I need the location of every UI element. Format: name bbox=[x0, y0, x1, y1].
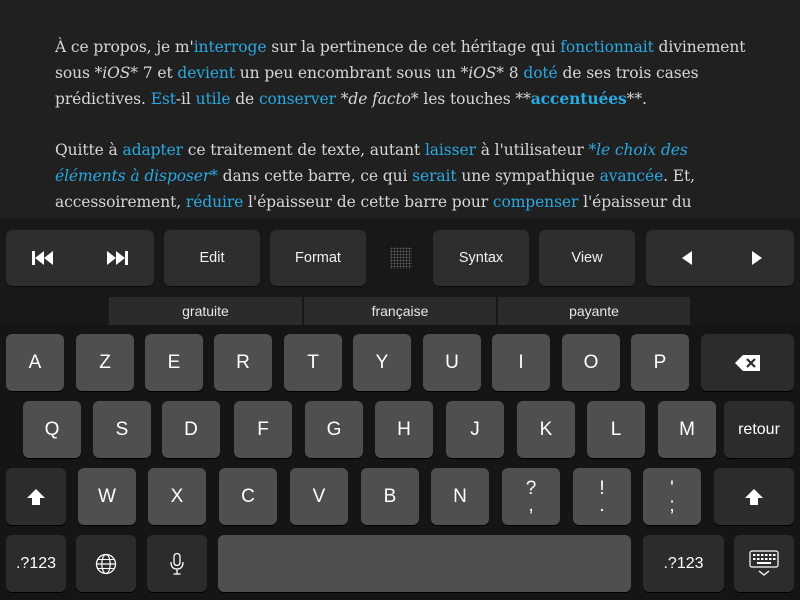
dictation-key[interactable] bbox=[147, 535, 207, 592]
view-label: View bbox=[571, 250, 603, 266]
text-run: divinement sous bbox=[55, 38, 746, 82]
format-label: Format bbox=[295, 250, 341, 266]
key-i[interactable]: I bbox=[492, 334, 550, 391]
text-run: une sympathique bbox=[456, 167, 600, 185]
key-s[interactable]: S bbox=[93, 401, 151, 458]
text-run: dans cette barre, ce qui bbox=[217, 167, 413, 185]
text-run: sur la pertinence de cet héritage qui bbox=[266, 38, 561, 56]
key-w[interactable]: W bbox=[78, 468, 136, 525]
key-k[interactable]: K bbox=[517, 401, 575, 458]
key-x[interactable]: X bbox=[148, 468, 206, 525]
key-top-char: ' bbox=[670, 477, 674, 499]
shift-key-right[interactable] bbox=[714, 468, 794, 525]
globe-key[interactable] bbox=[76, 535, 136, 592]
text-run: un peu encombrant sous un bbox=[234, 64, 461, 82]
key-j[interactable]: J bbox=[446, 401, 504, 458]
hide-keyboard-icon bbox=[748, 550, 780, 578]
view-button[interactable] bbox=[539, 230, 635, 286]
highlighted-word: accentuées bbox=[530, 89, 627, 108]
key-b[interactable]: B bbox=[361, 468, 419, 525]
syntax-label: Syntax bbox=[458, 250, 504, 266]
text-run: . Et, accessoirement, bbox=[55, 167, 695, 211]
keyboard bbox=[0, 325, 800, 600]
shift-key-left[interactable] bbox=[6, 468, 66, 525]
key-exclaim-period[interactable] bbox=[573, 468, 631, 525]
text-run: à l'utilisateur bbox=[475, 141, 589, 159]
text-run: *iOS* bbox=[94, 64, 138, 82]
key-top-char: ? bbox=[525, 477, 537, 499]
key-g[interactable]: G bbox=[305, 401, 363, 458]
key-f[interactable]: F bbox=[234, 401, 292, 458]
predictive-bar bbox=[0, 297, 800, 325]
paragraph-1 bbox=[55, 34, 755, 112]
numbers-key-right[interactable]: .?123 bbox=[643, 535, 724, 592]
key-y[interactable]: Y bbox=[353, 334, 411, 391]
highlighted-word: adapter bbox=[122, 141, 183, 159]
text-run: *de facto* bbox=[340, 90, 419, 108]
text-run: Quitte à bbox=[55, 141, 123, 159]
syntax-button[interactable] bbox=[433, 230, 529, 286]
space-bar[interactable] bbox=[218, 535, 631, 592]
globe-icon bbox=[95, 553, 117, 575]
text-run: l'épaisseur du bbox=[583, 193, 692, 211]
text-run: **. bbox=[626, 90, 647, 108]
drag-grip-icon[interactable] bbox=[390, 247, 412, 269]
key-h[interactable]: H bbox=[375, 401, 433, 458]
highlighted-word: laisser bbox=[424, 141, 476, 159]
skip-back-icon[interactable] bbox=[30, 249, 56, 267]
highlighted-word: serait bbox=[412, 167, 457, 185]
text-run: les touches ** bbox=[418, 90, 531, 108]
suggestion-3[interactable]: payante bbox=[498, 297, 690, 325]
format-button[interactable] bbox=[270, 230, 366, 286]
return-key[interactable]: retour bbox=[724, 401, 794, 458]
edit-button[interactable] bbox=[164, 230, 260, 286]
backspace-key[interactable] bbox=[701, 334, 794, 391]
text-run: de ses trois cases prédictives. bbox=[55, 64, 699, 108]
key-a[interactable]: A bbox=[6, 334, 64, 391]
backspace-icon bbox=[734, 354, 762, 372]
key-apostrophe-semicolon[interactable] bbox=[643, 468, 701, 525]
key-bottom-char: , bbox=[528, 494, 534, 516]
shift-icon bbox=[744, 488, 764, 506]
highlighted-word: conserver bbox=[258, 90, 336, 108]
highlighted-word: doté bbox=[523, 64, 558, 82]
highlighted-word: Est bbox=[150, 90, 176, 108]
hide-keyboard-key[interactable] bbox=[734, 535, 794, 592]
text-editor[interactable] bbox=[0, 0, 800, 219]
text-run: 8 bbox=[503, 64, 524, 82]
skip-forward-icon[interactable] bbox=[104, 249, 130, 267]
cursor-arrows-group bbox=[646, 230, 794, 286]
highlighted-word: compenser bbox=[492, 193, 579, 211]
key-n[interactable]: N bbox=[431, 468, 489, 525]
key-r[interactable]: R bbox=[214, 334, 272, 391]
arrow-right-icon[interactable] bbox=[744, 249, 770, 267]
text-run: 7 et bbox=[137, 64, 178, 82]
key-l[interactable]: L bbox=[587, 401, 645, 458]
highlighted-word: avancée bbox=[599, 167, 664, 185]
highlighted-word: interroge bbox=[193, 38, 267, 56]
text-run: À ce propos, je m' bbox=[55, 38, 194, 56]
text-run: *iOS* bbox=[460, 64, 504, 82]
key-t[interactable]: T bbox=[284, 334, 342, 391]
key-bottom-char: . bbox=[599, 494, 605, 516]
skip-buttons-group bbox=[6, 230, 154, 286]
key-o[interactable]: O bbox=[562, 334, 620, 391]
shift-icon bbox=[26, 488, 46, 506]
key-bottom-char: ; bbox=[669, 494, 675, 516]
microphone-icon bbox=[169, 552, 185, 576]
key-top-char: ! bbox=[599, 477, 605, 499]
highlighted-word: utile bbox=[195, 90, 231, 108]
key-d[interactable]: D bbox=[162, 401, 220, 458]
key-u[interactable]: U bbox=[423, 334, 481, 391]
suggestion-1[interactable]: gratuite bbox=[109, 297, 302, 325]
highlighted-word: fonctionnait bbox=[560, 38, 654, 56]
edit-label: Edit bbox=[199, 250, 225, 266]
key-p[interactable]: P bbox=[631, 334, 689, 391]
key-q[interactable]: Q bbox=[23, 401, 81, 458]
highlighted-word: *le choix des éléments à disposer* bbox=[55, 141, 688, 185]
key-question-comma[interactable] bbox=[502, 468, 560, 525]
text-run: -il bbox=[175, 90, 196, 108]
key-e[interactable]: E bbox=[145, 334, 203, 391]
numbers-key-left[interactable]: .?123 bbox=[6, 535, 66, 592]
highlighted-word: réduire bbox=[185, 193, 244, 211]
key-c[interactable]: C bbox=[219, 468, 277, 525]
text-run: de bbox=[230, 90, 259, 108]
key-m[interactable]: M bbox=[658, 401, 716, 458]
text-run: l'épaisseur de cette barre pour bbox=[243, 193, 493, 211]
key-z[interactable]: Z bbox=[76, 334, 134, 391]
text-run: ce traitement de texte, autant bbox=[182, 141, 425, 159]
arrow-left-icon[interactable] bbox=[674, 249, 700, 267]
highlighted-word: devient bbox=[177, 64, 235, 82]
key-v[interactable]: V bbox=[290, 468, 348, 525]
suggestion-2[interactable]: française bbox=[304, 297, 496, 325]
